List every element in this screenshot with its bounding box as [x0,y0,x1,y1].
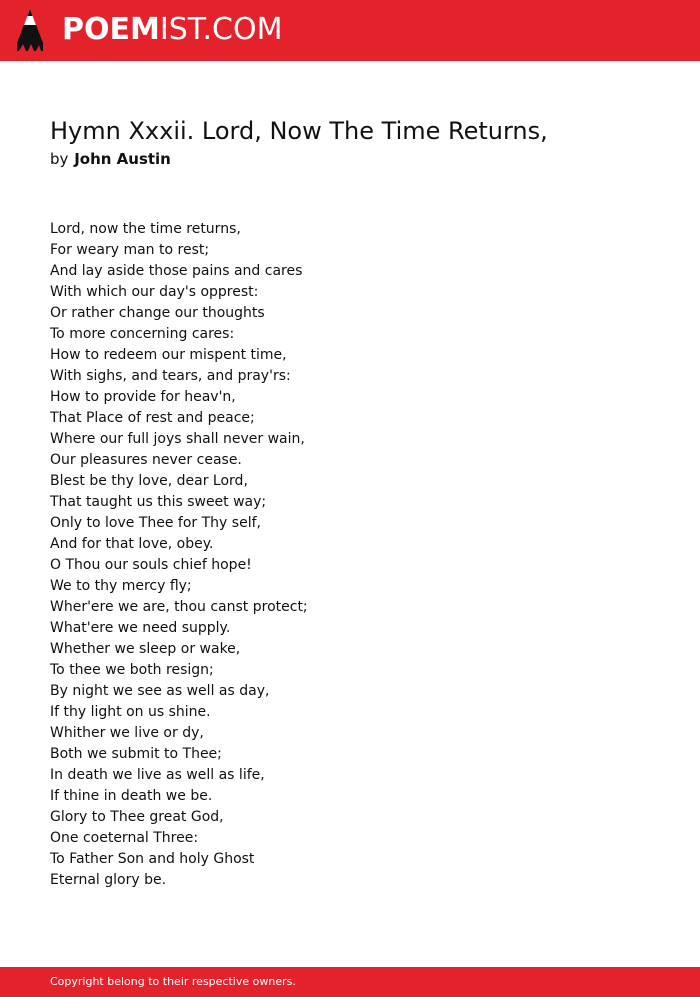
poem-line: To more concerning cares: [50,326,235,342]
poem-line: Only to love Thee for Thy self, [50,515,261,531]
poem-line: Whether we sleep or wake, [50,641,241,657]
poem-line: To thee we both resign; [50,662,214,678]
poem-line: How to redeem our mispent time, [50,347,287,363]
poem-line: What'ere we need supply. [50,620,231,636]
poem-line: How to provide for heav'n, [50,389,236,405]
poem-line: Where our full joys shall never wain, [50,431,305,447]
poem-line: To Father Son and holy Ghost [50,851,255,867]
poem-line: That Place of rest and peace; [50,410,255,426]
poem-line: In death we live as well as life, [50,767,265,783]
poem-line: Wher'ere we are, thou canst protect; [50,599,308,615]
poem-line: Whither we live or dy, [50,725,204,741]
poem-line: Or rather change our thoughts [50,305,265,321]
copyright-text: Copyright belong to their respective owners. [50,975,296,988]
poem-line: If thine in death we be. [50,788,213,804]
pencil-logo-icon[interactable] [17,9,43,51]
poem-body [50,219,308,891]
poem-title: Hymn Xxxii. Lord, Now The Time Returns, [50,117,548,145]
site-header [0,0,700,61]
poem-line: And for that love, obey. [50,536,214,552]
by-label: by [50,150,69,168]
logo-text-light: IST.COM [159,12,283,47]
poem-line: And lay aside those pains and cares [50,263,303,279]
poem-line: Glory to Thee great God, [50,809,224,825]
byline [50,148,171,170]
poem-line: Our pleasures never cease. [50,452,242,468]
poem-line: We to thy mercy fly; [50,578,192,594]
poem-line: One coeternal Three: [50,830,199,846]
author-name: John Austin [74,150,171,168]
poem-line: If thy light on us shine. [50,704,211,720]
poem-line: With sighs, and tears, and pray'rs: [50,368,291,384]
logo-text-bold: POEM [62,12,160,47]
poem-line: By night we see as well as day, [50,683,270,699]
poem-line: Eternal glory be. [50,872,167,888]
poem-line: Lord, now the time returns, [50,221,241,237]
poem-line: Blest be thy love, dear Lord, [50,473,248,489]
site-logo[interactable] [62,13,282,47]
site-footer [0,967,700,997]
poem-line: Both we submit to Thee; [50,746,222,762]
poem-line: With which our day's opprest: [50,284,259,300]
poem-line: For weary man to rest; [50,242,210,258]
poem-line: That taught us this sweet way; [50,494,267,510]
poem-line: O Thou our souls chief hope! [50,557,252,573]
